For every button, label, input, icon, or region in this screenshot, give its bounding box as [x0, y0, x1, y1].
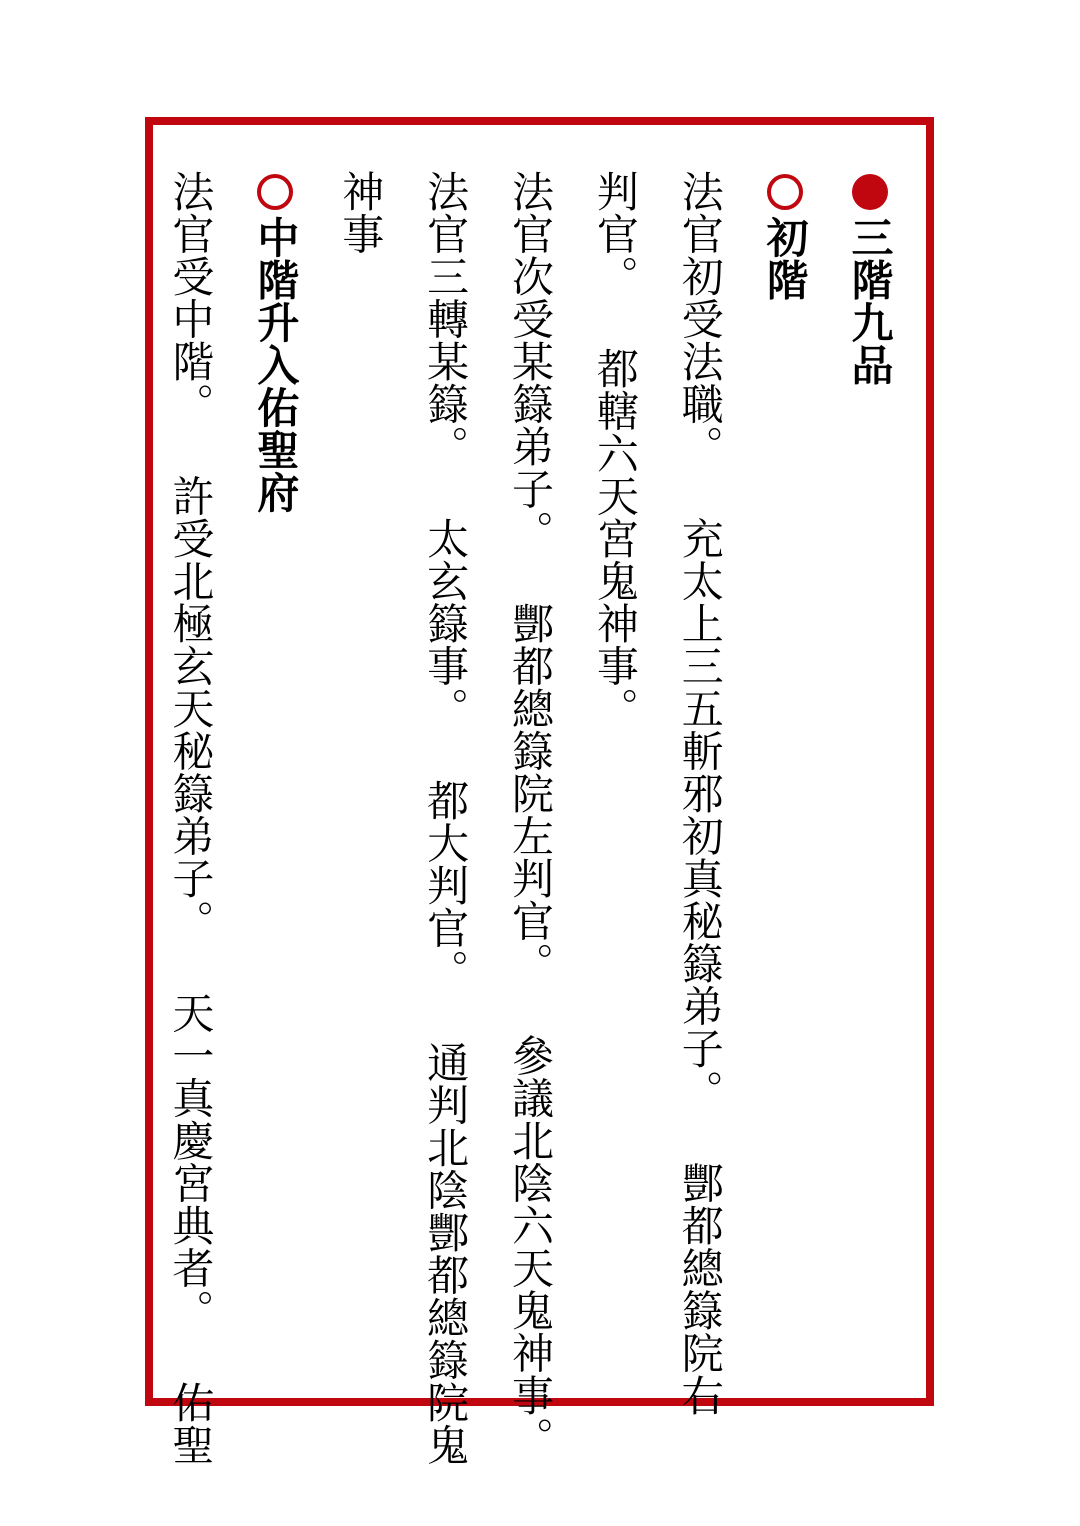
text-column [150, 170, 231, 1466]
heading-middle-rank [235, 170, 316, 514]
heading-text: 中階升入佑聖府 [251, 216, 301, 514]
text-column [574, 170, 655, 730]
column-text: 神事 [336, 170, 386, 255]
text-column [405, 170, 486, 1466]
text-column [490, 170, 571, 1459]
vertical-text-columns [150, 170, 910, 1466]
text-column [659, 170, 740, 1417]
column-text: 法官初受法職。 充太上三五斬邪初真秘籙弟子。 酆都總籙院右 [675, 170, 725, 1417]
heading-text: 初階 [760, 216, 810, 301]
heading-three-ranks-nine-grades [829, 170, 910, 386]
heading-first-rank [744, 170, 825, 301]
column-text: 法官受中階。 許受北極玄天秘籙弟子。 天一真慶宮典者。 佑聖 [166, 170, 216, 1466]
heading-text: 三階九品 [845, 216, 895, 386]
column-text: 法官次受某籙弟子。 酆都總籙院左判官。 參議北陰六天鬼神事。 [505, 170, 555, 1459]
column-text: 法官三轉某籙。 太玄籙事。 都大判官。 通判北陰酆都總籙院鬼 [421, 170, 471, 1466]
hollow-circle-icon [257, 174, 293, 210]
text-column [320, 170, 401, 255]
column-text: 判官。 都轄六天宮鬼神事。 [590, 170, 640, 730]
filled-circle-icon [852, 174, 888, 210]
hollow-circle-icon [767, 174, 803, 210]
